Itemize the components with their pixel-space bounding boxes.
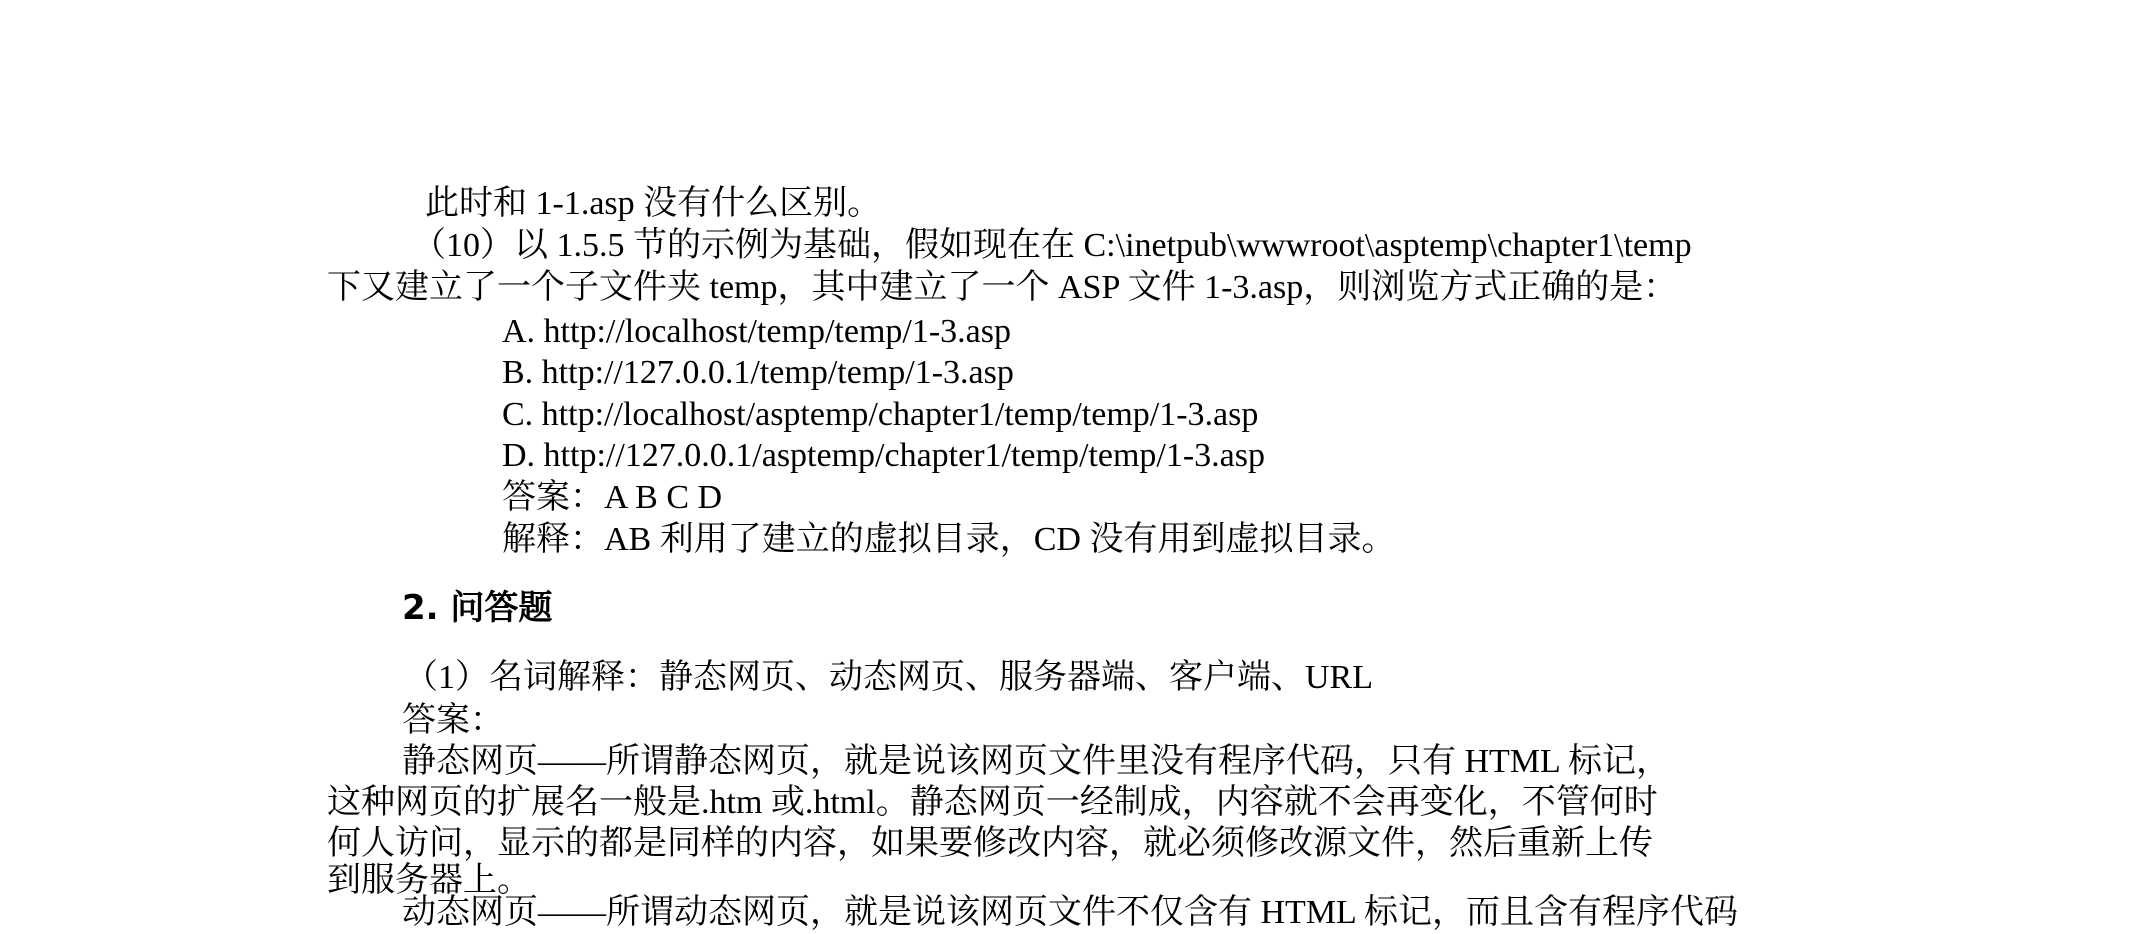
paragraph-dynamic-line-1: 动态网页——所谓动态网页，就是说该网页文件不仅含有 HTML 标记，而且含有程序代码	[402, 894, 1739, 931]
paragraph-static-line-1: 静态网页——所谓静态网页，就是说该网页文件里没有程序代码，只有 HTML 标记，	[402, 743, 1671, 780]
paragraph-static-line-2: 这种网页的扩展名一般是.htm 或.html。静态网页一经制成，内容就不会再变化，不管何时	[327, 784, 1658, 821]
paragraph-static-line-4: 到服务器上。	[327, 862, 531, 899]
option-a: A. http://localhost/temp/temp/1-3.asp	[502, 313, 1011, 350]
answer-label: 答案：	[402, 702, 504, 739]
option-c: C. http://localhost/asptemp/chapter1/temp/temp/1-3.asp	[502, 396, 1259, 433]
question-10-stem: （10）以 1.5.5 节的示例为基础，假如现在在 C:\inetpub\wwwroot\asptemp\chapter1\temp	[412, 227, 1692, 264]
question-1-stem: （1）名词解释：静态网页、动态网页、服务器端、客户端、URL	[404, 659, 1373, 696]
section-heading: 2. 问答题	[402, 588, 553, 628]
explanation-line: 解释：AB 利用了建立的虚拟目录，CD 没有用到虚拟目录。	[502, 521, 1396, 558]
answer-line: 答案：A B C D	[502, 479, 723, 516]
text-line-continuation: 此时和 1-1.asp 没有什么区别。	[425, 185, 882, 222]
question-10-stem-continued: 下又建立了一个子文件夹 temp，其中建立了一个 ASP 文件 1-3.asp，则浏览方式正确的是：	[327, 269, 1678, 306]
paragraph-static-line-3: 何人访问，显示的都是同样的内容，如果要修改内容，就必须修改源文件，然后重新上传	[327, 825, 1653, 862]
option-d: D. http://127.0.0.1/asptemp/chapter1/temp/temp/1-3.asp	[502, 437, 1265, 474]
option-b: B. http://127.0.0.1/temp/temp/1-3.asp	[502, 354, 1014, 391]
